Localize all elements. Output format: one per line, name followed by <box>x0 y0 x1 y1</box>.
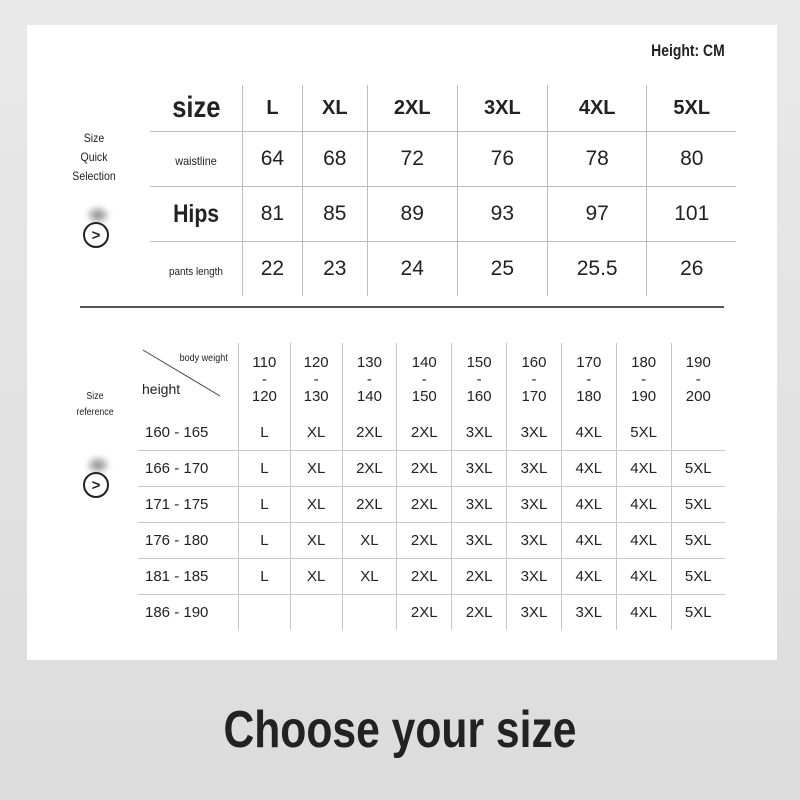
quick-selection-label: Size Quick Selection <box>72 131 116 183</box>
size-cell: XL <box>290 451 342 487</box>
size-cell: 5XL <box>671 559 725 595</box>
table-cell: 101 <box>647 187 736 242</box>
reference-body <box>138 415 725 630</box>
size-cell: 2XL <box>397 595 452 631</box>
weight-header-row <box>138 343 725 415</box>
size-cell: 3XL <box>507 415 562 451</box>
size-cell: 4XL <box>561 523 616 559</box>
table-cell: 68 <box>302 132 367 187</box>
size-cell: 2XL <box>452 559 507 595</box>
size-cell: 4XL <box>616 523 671 559</box>
table-row <box>138 487 725 523</box>
table-cell: 80 <box>647 132 736 187</box>
table-cell: 24 <box>367 242 457 297</box>
table-row <box>138 523 725 559</box>
table-cell: 97 <box>547 187 647 242</box>
size-cell: 3XL <box>452 523 507 559</box>
table-cell: 78 <box>547 132 647 187</box>
size-cell: 3XL <box>507 487 562 523</box>
table-cell: 76 <box>457 132 547 187</box>
size-cell: 5XL <box>616 415 671 451</box>
table-cell: 25 <box>457 242 547 297</box>
size-cell: 4XL <box>561 559 616 595</box>
height-range-cell: 171 - 175 <box>138 487 239 523</box>
height-label: height <box>142 381 181 397</box>
size-cell: 3XL <box>452 415 507 451</box>
table-row <box>150 187 736 242</box>
table-row <box>138 595 725 631</box>
table-row <box>138 415 725 451</box>
size-cell: 3XL <box>507 523 562 559</box>
table-row <box>150 242 736 297</box>
section-divider <box>80 306 724 308</box>
size-cell: 4XL <box>616 487 671 523</box>
size-col-header: 2XL <box>367 85 457 132</box>
size-cell: 5XL <box>671 595 725 631</box>
corner-inner <box>138 344 238 414</box>
size-cell: 4XL <box>561 487 616 523</box>
table-row <box>138 559 725 595</box>
unit-note: Height: CM <box>651 41 725 60</box>
size-header-row <box>150 85 736 132</box>
size-cell: 3XL <box>561 595 616 631</box>
size-cell: L <box>239 523 291 559</box>
weight-col-header: 140 - 150 <box>397 343 452 415</box>
size-quick-table <box>150 85 736 296</box>
size-cell: XL <box>290 559 342 595</box>
size-cell: 5XL <box>671 451 725 487</box>
height-range-cell: 176 - 180 <box>138 523 239 559</box>
size-cell: 2XL <box>397 487 452 523</box>
size-cell: 2XL <box>452 595 507 631</box>
size-cell: 2XL <box>342 487 397 523</box>
size-col-header: XL <box>302 85 367 132</box>
weight-col-header: 120 - 130 <box>290 343 342 415</box>
row-label: pants length <box>150 242 243 297</box>
weight-col-header: 180 - 190 <box>616 343 671 415</box>
size-cell: 4XL <box>616 451 671 487</box>
page-title: Choose your size <box>223 701 577 759</box>
table-cell: 25.5 <box>547 242 647 297</box>
size-cell: 4XL <box>616 559 671 595</box>
table-cell: 72 <box>367 132 457 187</box>
size-cell: 5XL <box>671 487 725 523</box>
size-reference-label: Size reference <box>76 391 114 418</box>
chevron-right-circle-icon[interactable]: > <box>83 222 109 248</box>
size-cell <box>671 415 725 451</box>
size-cell: 2XL <box>397 415 452 451</box>
table-cell: 26 <box>647 242 736 297</box>
size-cell <box>239 595 291 631</box>
size-corner: size <box>150 85 243 132</box>
table-cell: 81 <box>243 187 303 242</box>
size-cell: L <box>239 451 291 487</box>
size-cell: L <box>239 487 291 523</box>
size-cell: 2XL <box>342 451 397 487</box>
body-weight-label: body weight <box>179 353 228 364</box>
chevron-right-circle-icon[interactable]: > <box>83 472 109 498</box>
size-cell: 4XL <box>561 415 616 451</box>
weight-col-header: 190 - 200 <box>671 343 725 415</box>
size-cell: 2XL <box>342 415 397 451</box>
size-col-header: 4XL <box>547 85 647 132</box>
size-cell: 3XL <box>507 559 562 595</box>
size-cell <box>342 595 397 631</box>
height-range-cell: 160 - 165 <box>145 424 209 441</box>
size-cell: 3XL <box>452 451 507 487</box>
table-row <box>150 132 736 187</box>
size-cell: 2XL <box>397 451 452 487</box>
table-row <box>138 451 725 487</box>
size-chart-card <box>27 25 777 660</box>
height-range-cell: 186 - 190 <box>138 595 239 631</box>
weight-col-header: 160 - 170 <box>507 343 562 415</box>
size-cell: XL <box>290 523 342 559</box>
size-cell <box>290 595 342 631</box>
weight-col-header: 130 - 140 <box>342 343 397 415</box>
size-cell: XL <box>342 523 397 559</box>
table-cell: 64 <box>243 132 303 187</box>
size-cell: 2XL <box>397 559 452 595</box>
size-col-header: 3XL <box>457 85 547 132</box>
size-col-header: 5XL <box>647 85 736 132</box>
size-cell: L <box>239 559 291 595</box>
weight-col-header: 170 - 180 <box>561 343 616 415</box>
height-range-cell: 166 - 170 <box>138 451 239 487</box>
size-cell: 4XL <box>616 595 671 631</box>
table-cell: 22 <box>243 242 303 297</box>
size-cell: 3XL <box>452 487 507 523</box>
size-cell: 2XL <box>397 523 452 559</box>
corner-cell <box>138 343 239 415</box>
size-cell: XL <box>342 559 397 595</box>
table-cell: 93 <box>457 187 547 242</box>
row-label: Hips <box>150 187 243 242</box>
weight-col-header: 150 - 160 <box>452 343 507 415</box>
row-label: waistline <box>150 132 243 187</box>
size-cell: 4XL <box>561 451 616 487</box>
weight-col-header: 110 - 120 <box>239 343 291 415</box>
table-cell: 85 <box>302 187 367 242</box>
size-cell: 3XL <box>507 451 562 487</box>
size-cell: XL <box>290 415 342 451</box>
table-cell: 89 <box>367 187 457 242</box>
size-cell: XL <box>290 487 342 523</box>
size-cell: 3XL <box>507 595 562 631</box>
table-cell: 23 <box>302 242 367 297</box>
height-range-cell: 181 - 185 <box>138 559 239 595</box>
size-reference-table <box>138 343 725 630</box>
size-col-header: L <box>243 85 303 132</box>
size-cell: 5XL <box>671 523 725 559</box>
size-cell: L <box>239 415 291 451</box>
